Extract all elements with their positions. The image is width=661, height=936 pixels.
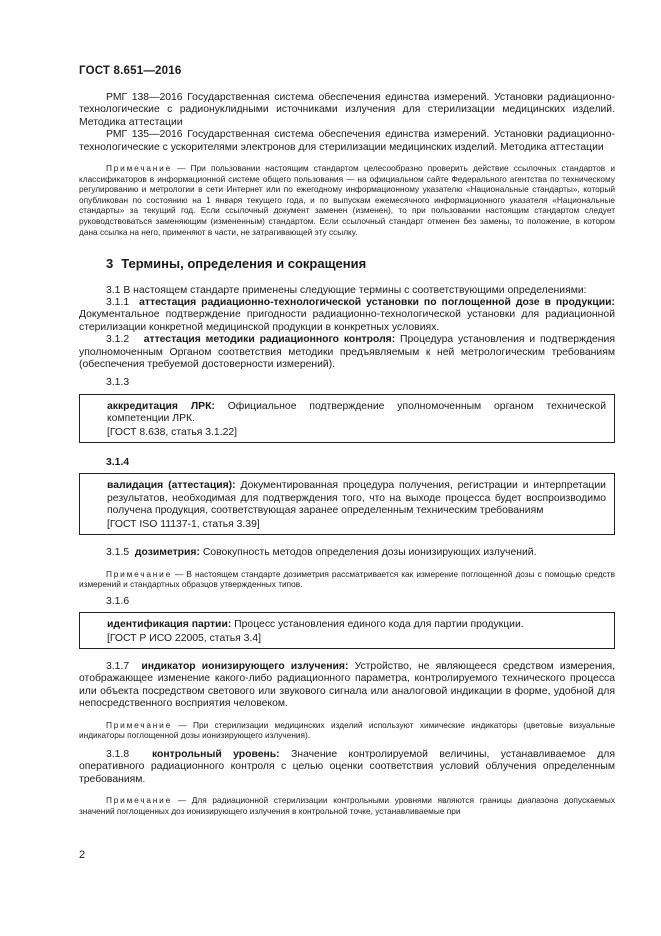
term-definition: Совокупность методов определения дозы ионизирующих излучений. [199,547,537,559]
reference-rmg-138: РМГ 138—2016 Государственная система обеспечения единства измерений. Установки радиационно-технологические с радионуклидными источниками излучения для стерилизации медицинских изделий. Методика аттестации [79,92,615,128]
note-text: Для радиационной стерилизации контрольными уровнями являются границы диапазона допускаемых значений поглощенных доз ионизирующего излучения в контрольной точке, устанавливаемые при [79,794,615,816]
note-3-1-7: Примечание — При стерилизации медицинских изделий используют химические индикаторы (цветовые визуальные индикаторы поглощенной дозы ионизирующего излучения). [79,719,615,741]
term-title: контрольный уровень: [151,748,280,760]
term-definition: Официальное подтверждение уполномоченным органом технической компетенции ЛРК. [107,400,607,425]
term-definition: Документированная процедура получения, регистрации и интерпретации результатов, необходимая для подтверждения того, что на выходе процесса будет воспроизводимо получена продукция, соответствующая заранее определенным техническим требованиям [107,480,606,517]
term-box-3-1-4 [79,473,615,535]
term-number-3-1-6: 3.1.6 [106,595,130,607]
term-definition: Документальное подтверждение пригодности радиационно-технологической установки для радиационной стерилизации конкретной медицинской продукции в конкретных условиях. [79,309,615,333]
term-source: [ГОСТ 8.638, статья 3.1.22] [107,426,238,438]
note-text: При пользовании настоящим стандартом целесообразно проверить действие ссылочных стандартов и классификаторов в информационной системе общего пользования — на официальном сайте Федерального агентства по техническому регулированию и метрологии в сети Интернет или по ежегодному информационному указателю «Национальные стандарты», который опубликован по состоянию на 1 января текущего года, и по выпускам ежемесячного информационного указателя «Национальные стандарты» за текущий год. Если ссылочный документ заменен (изменен), то при пользовании настоящим стандартом следует руководствоваться заменяющим (измененным) стандартом. Если ссылочный стандарт отменен без замены, то положение, в котором дана ссылка на него, применяют в части, не затрагивающей эту ссылку. [79,163,615,237]
term-3-1-4 [107,480,606,517]
term-3-1-1: 3.1.1 аттестация радиационно-технологической установки по поглощенной дозе в продукции: Документальное подтверждение пригодности радиационно-технологической установки для радиационной стерилизации конкретной медицинской продукции в конкретных условиях. [79,297,615,333]
term-definition: Процесс установления единого кода для партии продукции. [231,619,524,631]
term-title: аттестация радиационно-технологической установки по поглощенной дозе в продукции: [139,297,615,308]
term-box-3-1-3 [79,394,615,443]
doc-header: ГОСТ 8.651—2016 [79,65,182,77]
note-text: В настоящем стандарте дозиметрия рассматривается как измерение поглощенной дозы с помощью средств измерений и стандартных образцов утвержденных типов. [79,568,615,590]
term-box-3-1-6 [79,612,615,649]
note-text: При стерилизации медицинских изделий используют химические индикаторы (цветовые визуальные индикаторы поглощенной дозы ионизирующего излучения). [79,719,615,741]
term-title: индикатор ионизирующего излучения: [141,660,349,672]
term-source: [ГОСТ ISO 11137-1, статья 3.39] [107,518,260,530]
term-3-1-8: 3.1.8 контрольный уровень: Значение контролируемой величины, устанавливаемое для оперативного радиационного контроля с целью оценки соответствия условий облучения определенным требованиям. [79,748,615,785]
term-title: аккредитация ЛРК: [107,400,215,412]
term-number-3-1-3: 3.1.3 [106,377,130,389]
page-number: 2 [79,849,86,861]
term-3-1-2: 3.1.2 аттестация методики радиационного контроля: Процедура установления и подтверждения уполномоченным Органом соответствия методики предъявляемым к ней метрологическим требованиям (обеспечения требуемой достоверности измерений). [79,334,615,371]
term-title: аттестация методики радиационного контроля: [143,334,396,346]
term-3-1-3 [107,401,606,426]
term-title: дозиметрия: [134,547,200,559]
term-number-3-1-4: 3.1.4 [106,457,130,469]
term-source: [ГОСТ Р ИСО 22005, статья 3.4] [107,632,262,644]
terms-intro: 3.1 В настоящем стандарте применены следующие термины с соответствующими определениями: [106,284,587,296]
term-title: валидация (аттестация): [107,480,236,492]
section-heading: 3 Термины, определения и сокращения [106,256,367,272]
term-3-1-5: 3.1.5 дозиметрия: Совокупность методов определения дозы ионизирующих излучений. [106,547,537,559]
term-definition: Процедура установления и подтверждения уполномоченным Органом соответствия методики предъявляемым к ней метрологическим требованиям (обеспечения требуемой достоверности измерений). [79,334,615,371]
note-label: Примечание [106,163,173,174]
note-references: Примечание — При пользовании настоящим стандартом целесообразно проверить действие ссылочных стандартов и классификаторов в информационной системе общего пользования — на официальном сайте Федерального агентства по техническому регулированию и метрологии в сети Интернет или по ежегодному информационному указателю «Национальные стандарты», который опубликован по состоянию на 1 января текущего года, и по выпускам ежемесячного информационного указателя «Национальные стандарты» за текущий год. Если ссылочный документ заменен (изменен), то при пользовании настоящим стандартом следует руководствоваться заменяющим (измененным) стандартом. Если ссылочный стандарт отменен без замены, то положение, в котором дана ссылка на него, применяют в части, не затрагивающей эту ссылку. [79,163,615,237]
page-content [79,92,615,816]
term-title: идентификация партии: [107,619,232,631]
term-definition: Устройство, не являющееся средством измерения, отображающее изменение какого-либо радиационного параметра, контролируемого технического процесса или объекта посредством светового или звукового сигнала или аналоговой индикации в форме, удобной для непосредственного восприятия человеком. [79,660,615,710]
reference-rmg-135: РМГ 135—2016 Государственная система обеспечения единства измерений. Установки радиационно-технологические с ускорителями электронов для стерилизации медицинских изделий. Методика аттестации [79,129,615,153]
term-3-1-7: 3.1.7 индикатор ионизирующего излучения: Устройство, не являющееся средством измерения, отображающее изменение какого-либо радиационного параметра, контролируемого технического процесса или объекта посредством светового или звукового сигнала или аналоговой индикации в форме, удобной для непосредственного восприятия человеком. [79,660,615,710]
term-definition: Значение контролируемой величины, устанавливаемое для оперативного радиационного контроля с целью оценки соответствия условий облучения определенным требованиям. [79,748,615,785]
term-3-1-6 [107,619,606,631]
note-3-1-5: Примечание — В настоящем стандарте дозиметрия рассматривается как измерение поглощенной дозы с помощью средств измерений и стандартных образцов утвержденных типов. [79,568,615,590]
note-3-1-8: Примечание — Для радиационной стерилизации контрольными уровнями являются границы диапазона допускаемых значений поглощенных доз ионизирующего излучения в контрольной точке, устанавливаемые при [79,794,615,816]
